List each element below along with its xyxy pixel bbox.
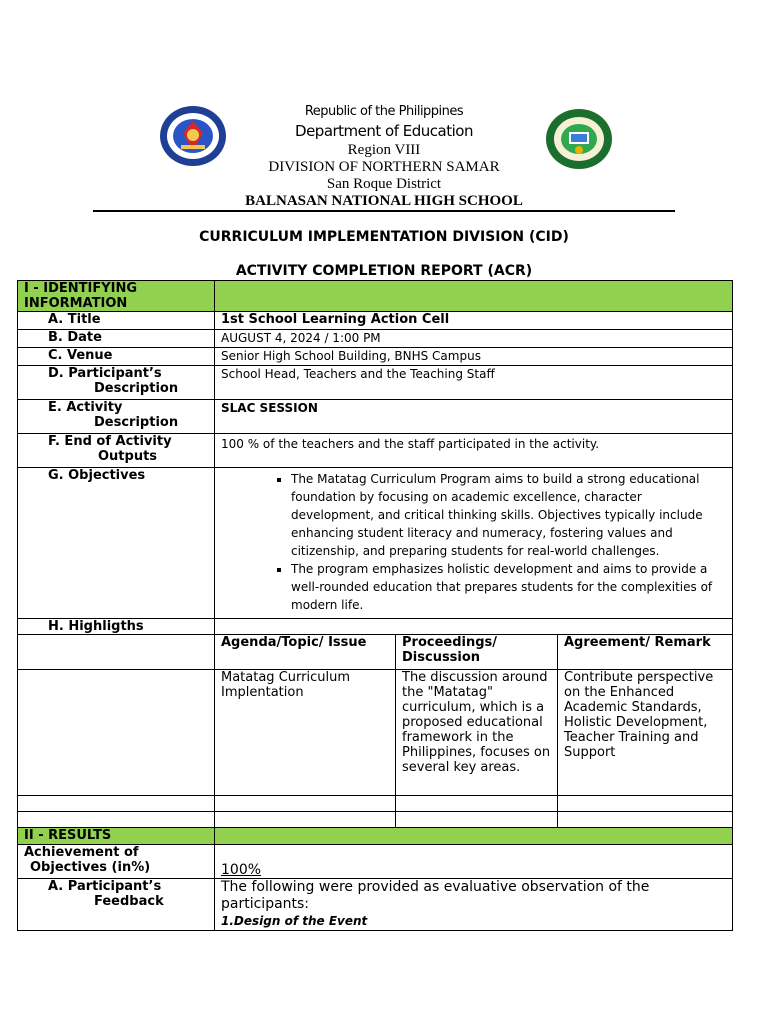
activity-value: SLAC SESSION bbox=[215, 400, 733, 434]
row-feedback bbox=[18, 879, 733, 931]
achievement-label-1: Achievement of bbox=[24, 845, 139, 860]
row-achievement bbox=[18, 845, 733, 879]
row-venue bbox=[18, 348, 733, 366]
row-highlights bbox=[18, 619, 733, 635]
header-divider bbox=[93, 210, 675, 212]
header-school: BALNASAN NATIONAL HIGH SCHOOL bbox=[245, 193, 523, 209]
participant-label-2: Description bbox=[94, 381, 179, 396]
division-title: CURRICULUM IMPLEMENTATION DIVISION (CID) bbox=[199, 229, 569, 245]
highlights-header-agenda: Agenda/Topic/ Issue bbox=[215, 635, 396, 670]
participant-label bbox=[18, 366, 215, 400]
achievement-label-2: Objectives (in%) bbox=[30, 860, 151, 875]
achievement-label bbox=[18, 845, 215, 879]
row-title bbox=[18, 312, 733, 330]
section1-heading-row bbox=[18, 281, 733, 312]
header-department: Department of Education bbox=[295, 122, 473, 140]
date-label: B. Date bbox=[18, 330, 215, 348]
highlights-empty-row bbox=[18, 796, 733, 812]
header-district: San Roque District bbox=[326, 176, 442, 192]
objective-item: ▪ The program emphasizes holistic development and aims to provide a well-rounded education that prepares students for the complexities of modern life. bbox=[291, 560, 726, 614]
header-republic: Republic of the Philippines bbox=[304, 104, 464, 119]
feedback-label bbox=[18, 879, 215, 931]
venue-label: C. Venue bbox=[18, 348, 215, 366]
activity-label-1: E. Activity bbox=[48, 400, 123, 415]
report-title: ACTIVITY COMPLETION REPORT (ACR) bbox=[235, 263, 533, 279]
participant-label-1: D. Participant’s bbox=[48, 366, 162, 381]
section2-heading: II - RESULTS bbox=[18, 828, 215, 845]
activity-label-2: Description bbox=[94, 415, 179, 430]
objectives-list bbox=[221, 470, 726, 614]
outputs-value: 100 % of the teachers and the staff participated in the activity. bbox=[215, 434, 733, 468]
outputs-label bbox=[18, 434, 215, 468]
highlights-header-row bbox=[18, 635, 733, 670]
highlights-header-agreement: Agreement/ Remark bbox=[558, 635, 733, 670]
acr-table bbox=[17, 280, 733, 931]
highlights-proceedings: The discussion around the "Matatag" curriculum, which is a proposed educational framework in the Philippines, focuses on several key areas. bbox=[396, 670, 558, 796]
section1-heading: I - IDENTIFYING INFORMATION bbox=[18, 281, 215, 312]
objectives-value bbox=[215, 468, 733, 619]
feedback-value bbox=[215, 879, 733, 931]
row-objectives bbox=[18, 468, 733, 619]
letterhead bbox=[0, 103, 768, 210]
highlights-agreement: Contribute perspective on the Enhanced Academic Standards, Holistic Development, Teacher Training and Support bbox=[558, 670, 733, 796]
header-region: Region VIII bbox=[347, 142, 421, 158]
achievement-value bbox=[215, 845, 733, 879]
outputs-label-2: Outputs bbox=[98, 449, 158, 464]
row-outputs bbox=[18, 434, 733, 468]
venue-value: Senior High School Building, BNHS Campus bbox=[215, 348, 733, 366]
section2-heading-row bbox=[18, 828, 733, 845]
activity-label bbox=[18, 400, 215, 434]
objectives-label: G. Objectives bbox=[18, 468, 215, 619]
header-division: DIVISION OF NORTHERN SAMAR bbox=[268, 159, 500, 175]
feedback-label-2: Feedback bbox=[94, 894, 164, 909]
row-date bbox=[18, 330, 733, 348]
highlights-row bbox=[18, 670, 733, 796]
feedback-label-1: A. Participant’s bbox=[48, 879, 162, 894]
row-activity bbox=[18, 400, 733, 434]
feedback-item: 1.Design of the Event bbox=[221, 914, 368, 928]
date-value: AUGUST 4, 2024 / 1:00 PM bbox=[215, 330, 733, 348]
highlights-label: H. Highligths bbox=[18, 619, 215, 635]
objective-item: ▪ The Matatag Curriculum Program aims to build a strong educational foundation by focusing on academic excellence, character development, and critical thinking skills. Objectives typically include enhancing student literacy and numeracy, fostering values and citizenship, and preparing students for real-world challenges. bbox=[291, 470, 726, 560]
achievement-value-text: 100% bbox=[221, 862, 262, 878]
highlights-agenda: Matatag Curriculum Implentation bbox=[215, 670, 396, 796]
highlights-header-proceedings: Proceedings/ Discussion bbox=[396, 635, 558, 670]
outputs-label-1: F. End of Activity bbox=[48, 434, 172, 449]
feedback-text: The following were provided as evaluative observation of the participants: bbox=[221, 879, 650, 912]
title-label: A. Title bbox=[18, 312, 215, 330]
participant-value: School Head, Teachers and the Teaching Staff bbox=[215, 366, 733, 400]
row-participant bbox=[18, 366, 733, 400]
highlights-empty-row bbox=[18, 812, 733, 828]
title-value: 1st School Learning Action Cell bbox=[215, 312, 733, 330]
